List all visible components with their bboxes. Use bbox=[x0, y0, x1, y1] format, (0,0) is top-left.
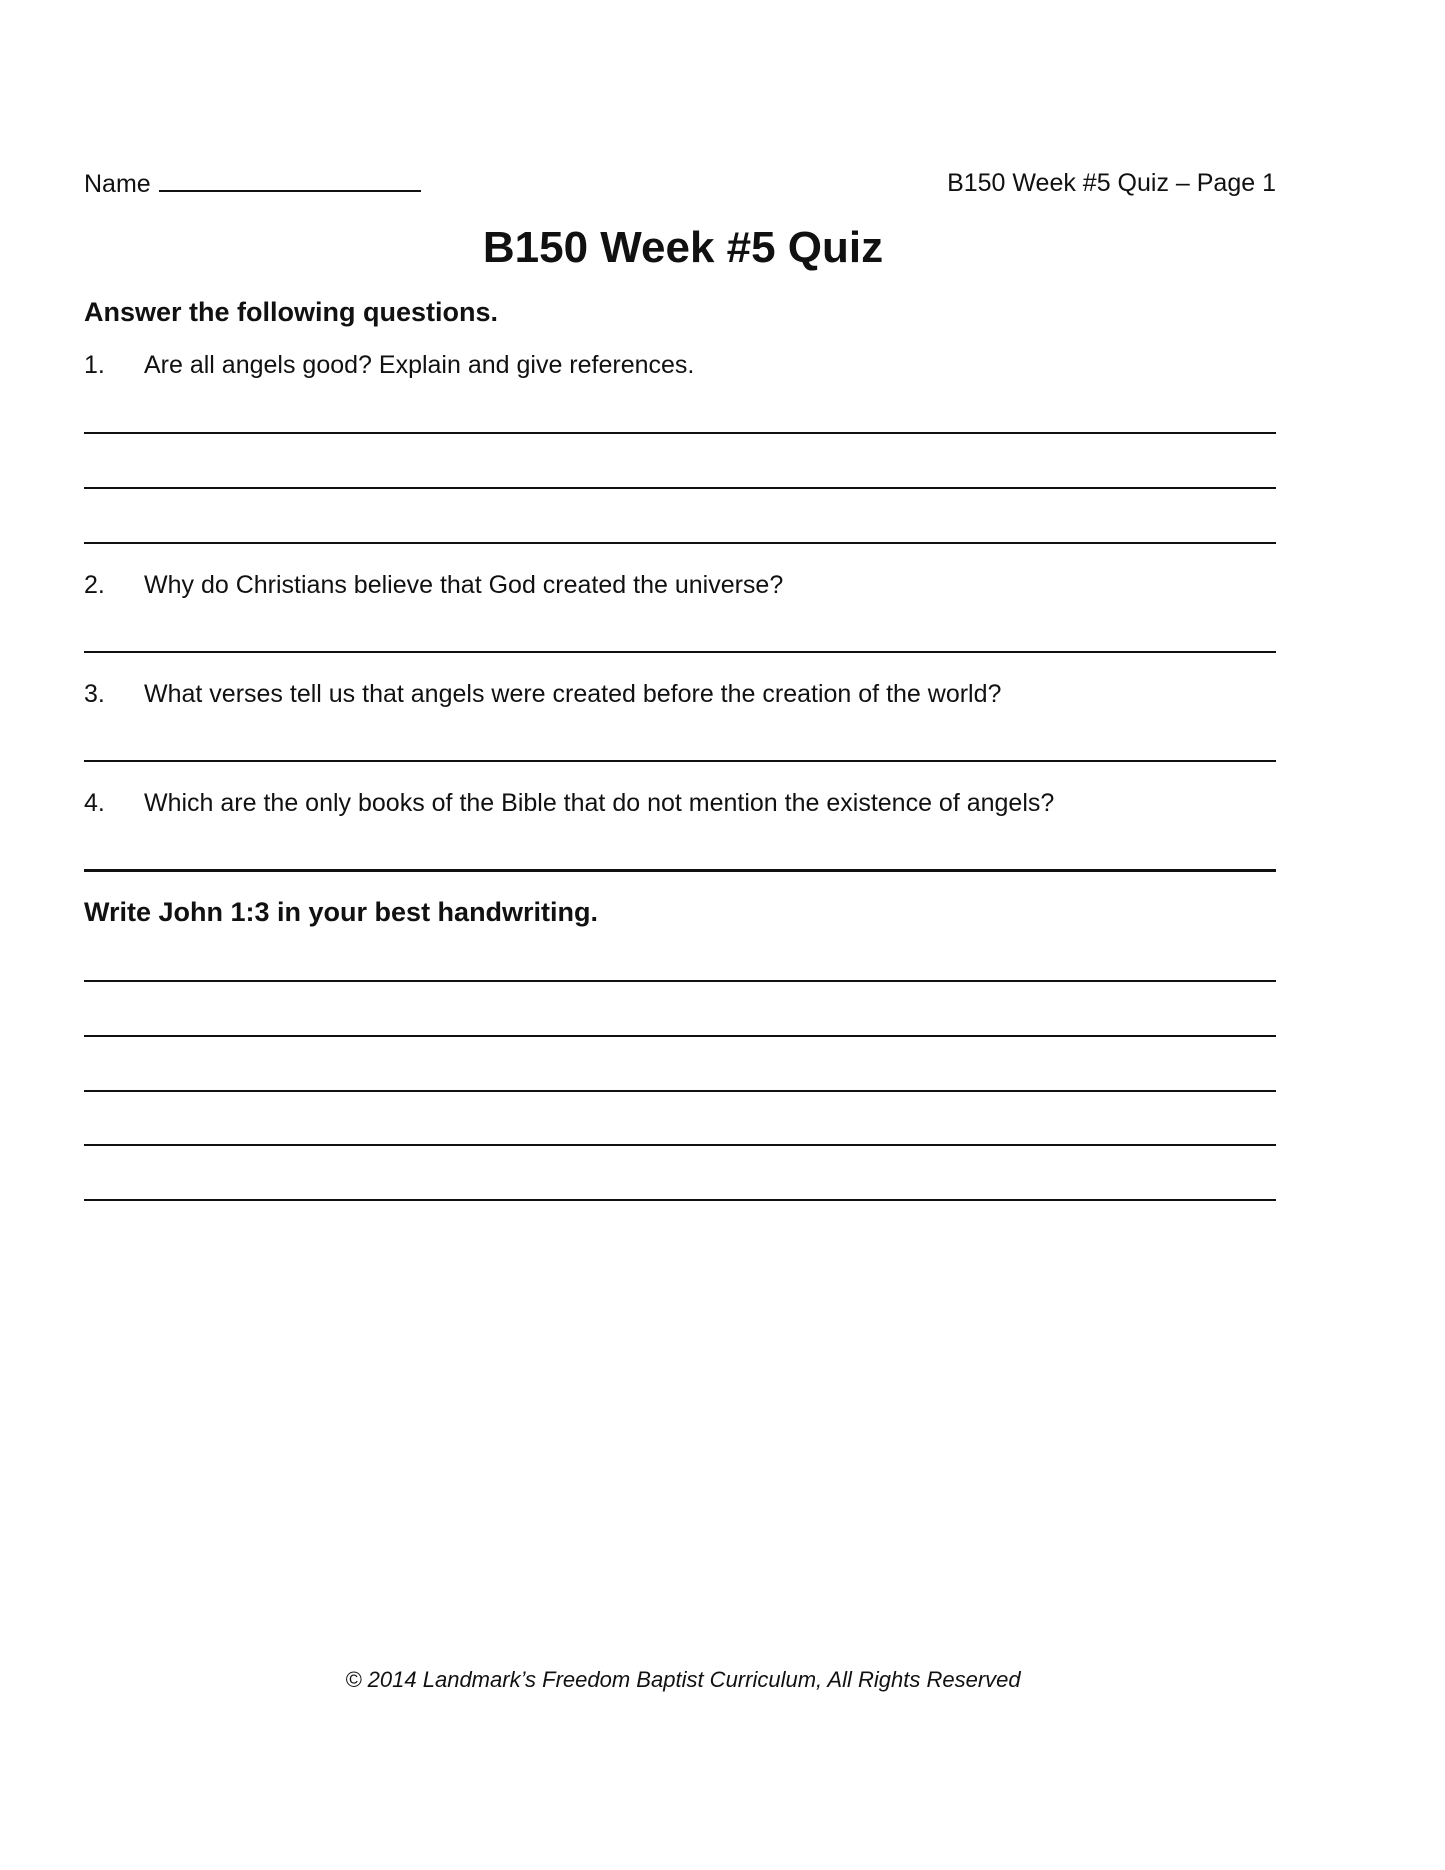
handwriting-line-1[interactable] bbox=[84, 980, 1276, 982]
question-text: Are all angels good? Explain and give references. bbox=[144, 351, 695, 379]
question-number: 1. bbox=[84, 351, 105, 379]
question-3 bbox=[84, 679, 1001, 709]
handwriting-line-5[interactable] bbox=[84, 1199, 1276, 1201]
handwriting-heading: Write John 1:3 in your best handwriting. bbox=[84, 897, 599, 927]
name-blank-line[interactable] bbox=[159, 168, 421, 192]
question-number: 3. bbox=[84, 680, 105, 708]
answer-line-q4[interactable] bbox=[84, 869, 1276, 872]
answer-line-q1-1[interactable] bbox=[84, 432, 1276, 434]
answer-line-q1-3[interactable] bbox=[84, 542, 1276, 544]
answer-line-q2[interactable] bbox=[84, 651, 1276, 653]
copyright-footer: © 2014 Landmark’s Freedom Baptist Curriculum, All Rights Reserved bbox=[345, 1667, 1021, 1692]
question-text: What verses tell us that angels were created before the creation of the world? bbox=[144, 680, 1002, 708]
handwriting-line-4[interactable] bbox=[84, 1144, 1276, 1146]
page-title: B150 Week #5 Quiz bbox=[482, 223, 884, 272]
instructions-heading: Answer the following questions. bbox=[84, 297, 499, 327]
answer-line-q1-2[interactable] bbox=[84, 487, 1276, 489]
question-1 bbox=[84, 350, 694, 380]
name-field bbox=[84, 168, 421, 199]
question-4 bbox=[84, 788, 1054, 818]
answer-line-q3[interactable] bbox=[84, 760, 1276, 762]
question-2 bbox=[84, 570, 783, 600]
name-label: Name bbox=[84, 170, 151, 198]
page-label: B150 Week #5 Quiz – Page 1 bbox=[947, 169, 1276, 197]
question-text: Why do Christians believe that God created the universe? bbox=[144, 571, 784, 599]
question-number: 2. bbox=[84, 571, 105, 599]
question-number: 4. bbox=[84, 789, 105, 817]
question-text: Which are the only books of the Bible that do not mention the existence of angels? bbox=[144, 789, 1055, 817]
handwriting-line-2[interactable] bbox=[84, 1035, 1276, 1037]
handwriting-line-3[interactable] bbox=[84, 1090, 1276, 1092]
